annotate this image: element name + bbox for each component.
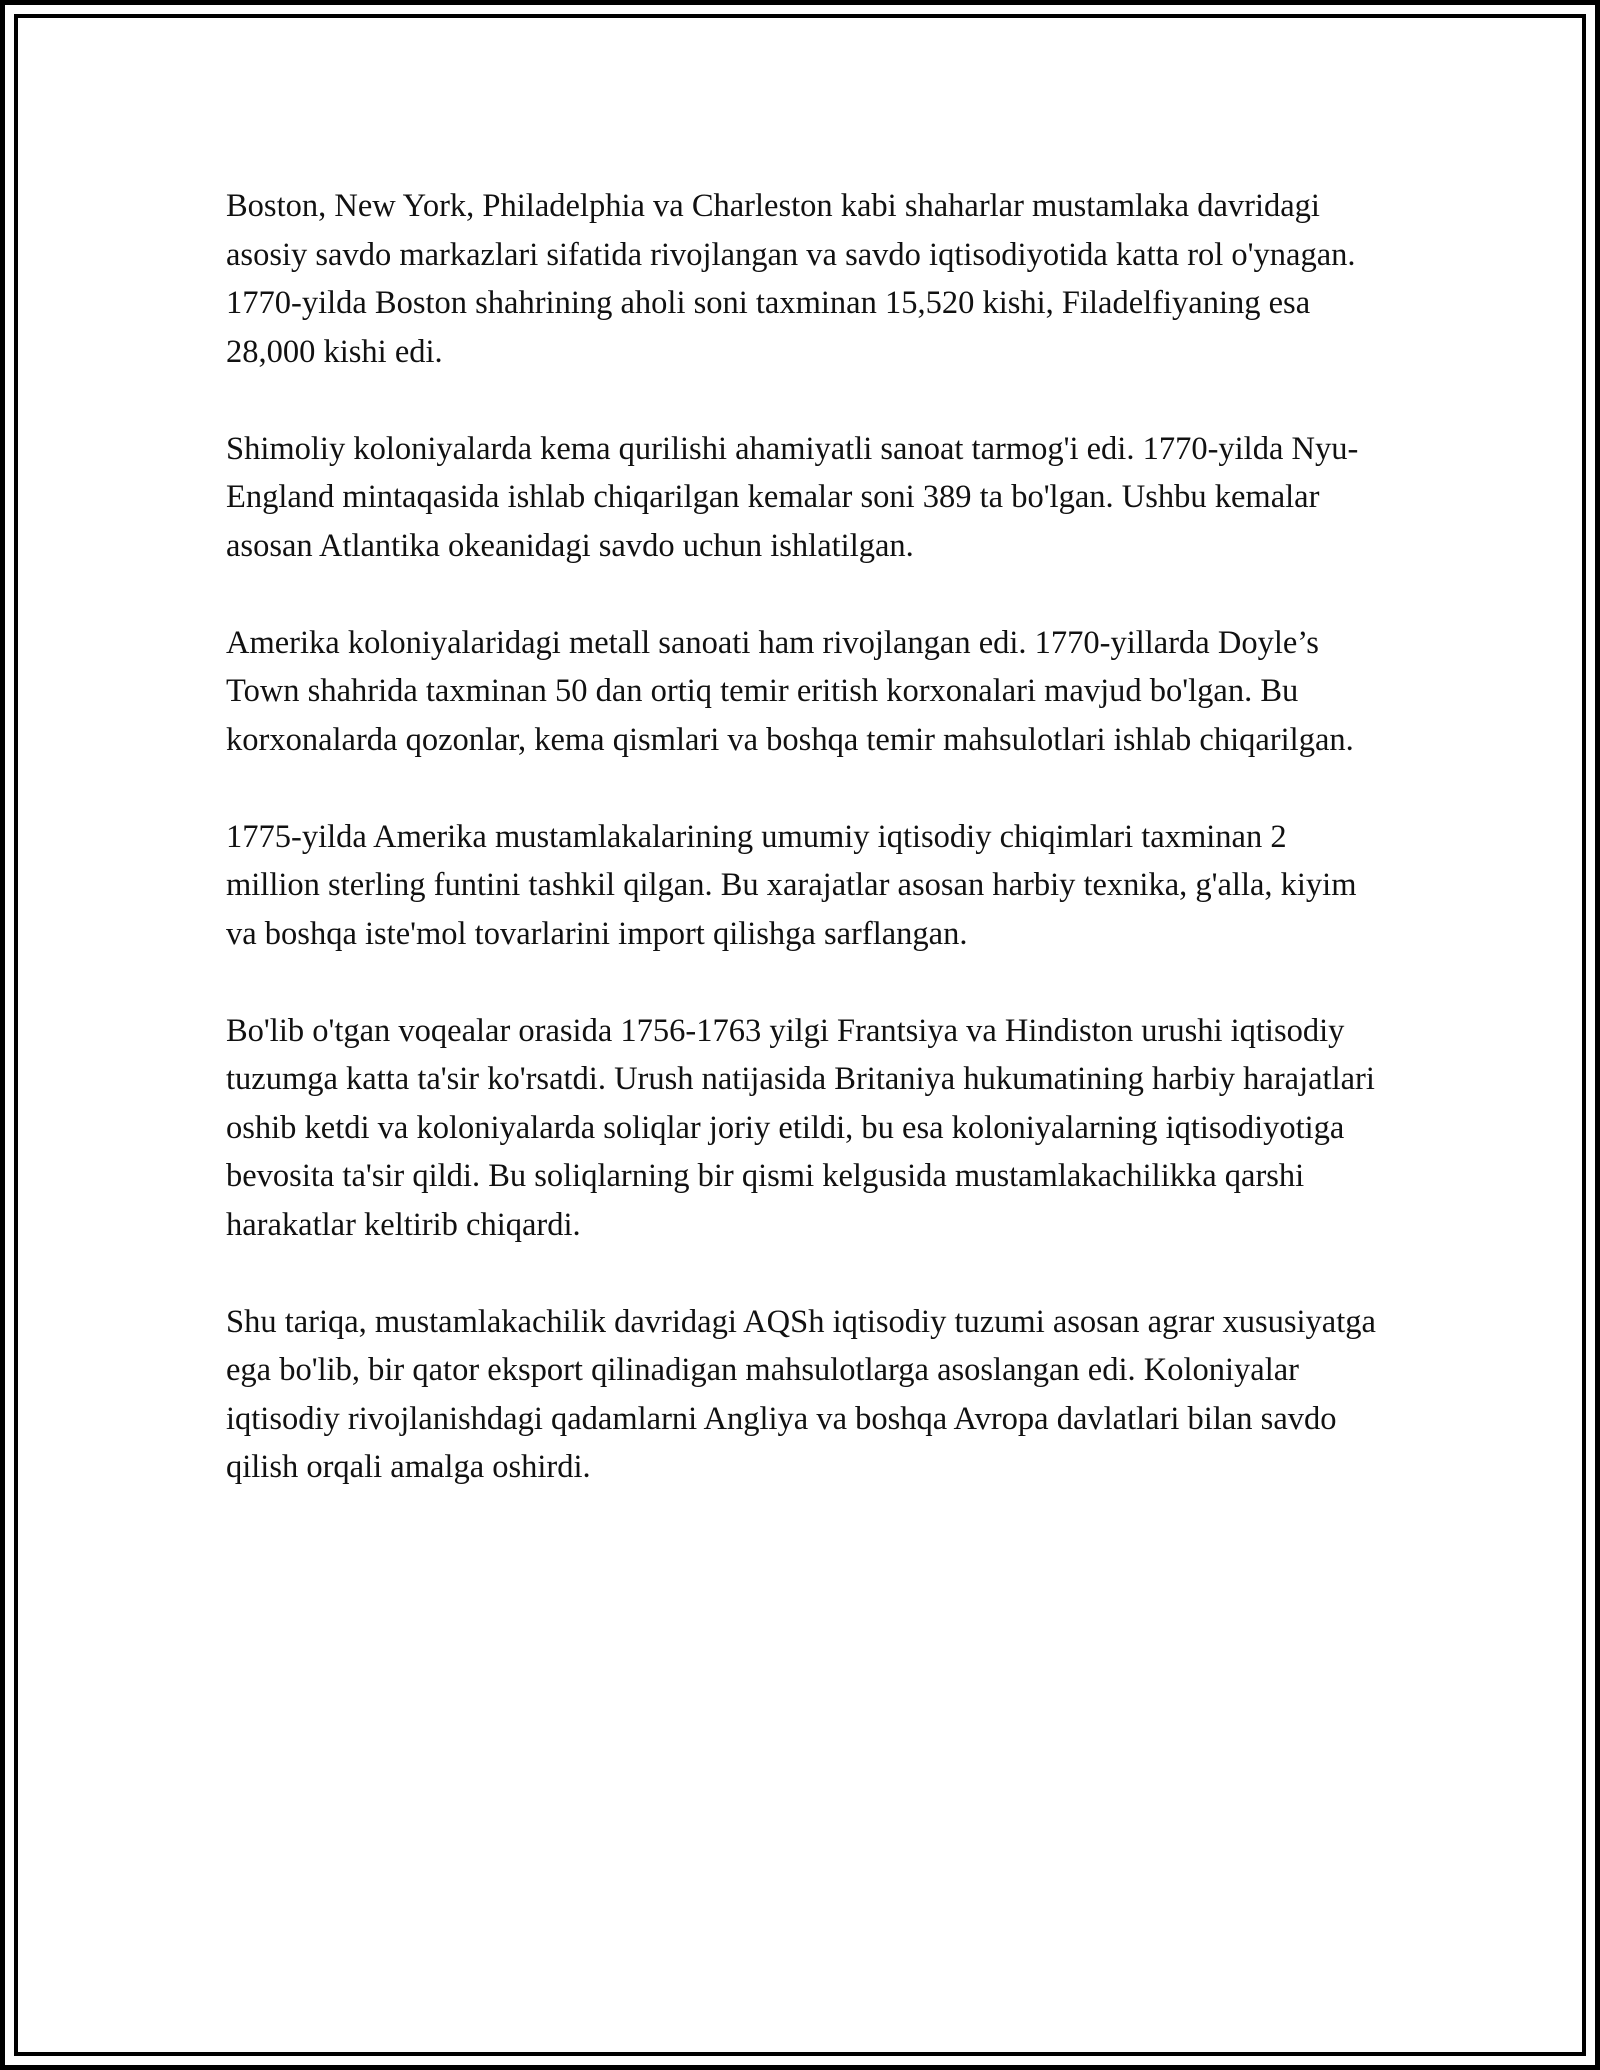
paragraph-expenditures: 1775-yilda Amerika mustamlakalarining umumiy iqtisodiy chiqimlari taxminan 2 million sterling funtini tashkil qilgan. Bu xarajatlar asosan harbiy texnika, g'alla, kiyim va boshqa iste'mol tovarlarini import qilishga sarflangan. [226,818,1357,952]
document-body [226,182,1386,1540]
paragraph-conclusion: Shu tariqa, mustamlakachilik davridagi AQSh iqtisodiy tuzumi asosan agrar xususiyatga ega bo'lib, bir qator eksport qilinadigan mahsulotlarga asoslangan edi. Koloniyalar iqtisodiy rivojlanishdagi qadamlarni Angliya va boshqa Avropa davlatlari bilan savdo qilish orqali amalga oshirdi. [226,1303,1376,1485]
paragraph-french-indian-war: Bo'lib o'tgan voqealar orasida 1756-1763 yilgi Frantsiya va Hindiston urushi iqtisodiy tuzumga katta ta'sir ko'rsatdi. Urush natijasida Britaniya hukumatining harbiy harajatlari oshib ketdi va koloniyalarda soliqlar joriy etildi, bu esa koloniyalarning iqtisodiyotiga bevosita ta'sir qildi. Bu soliqlarning bir qismi kelgusida mustamlakachilikka qarshi harakatlar keltirib chiqardi. [226,1012,1375,1243]
paragraph-shipbuilding: Shimoliy koloniyalarda kema qurilishi ahamiyatli sanoat tarmog'i edi. 1770-yilda Nyu-England mintaqasida ishlab chiqarilgan kemalar soni 389 ta bo'lgan. Ushbu kemalar asosan Atlantika okeanidagi savdo uchun ishlatilgan. [226,430,1359,564]
paragraph-metal-industry: Amerika koloniyalaridagi metall sanoati ham rivojlangan edi. 1770-yillarda Doyle’s Town shahrida taxminan 50 dan ortiq temir eritish korxonalari mavjud bo'lgan. Bu korxonalarda qozonlar, kema qismlari va boshqa temir mahsulotlari ishlab chiqarilgan. [226,624,1354,758]
paragraph-trade-centers: Boston, New York, Philadelphia va Charleston kabi shaharlar mustamlaka davridagi asosiy savdo markazlari sifatida rivojlangan va savdo iqtisodiyotida katta rol o'ynagan. 1770-yilda Boston shahrining aholi soni taxminan 15,520 kishi, Filadelfiyaning esa 28,000 kishi edi. [226,188,1356,370]
